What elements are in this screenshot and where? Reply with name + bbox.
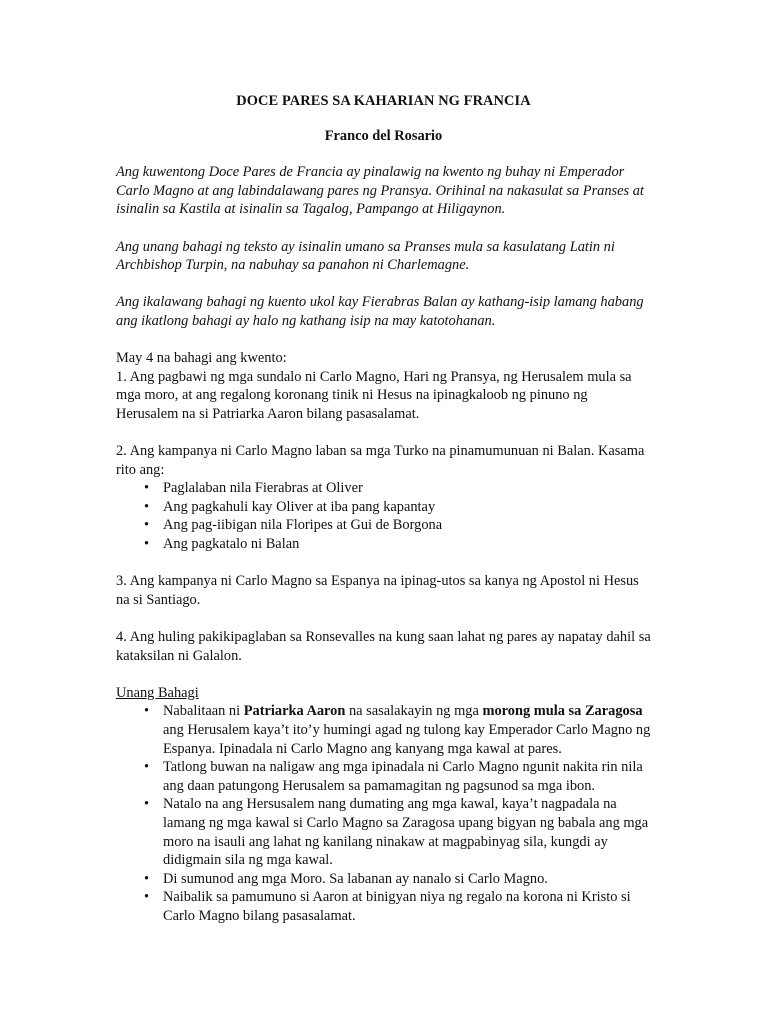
item-text: na sasalakayin ng mga (345, 703, 483, 720)
list-item: • Ang pag-iibigan nila Floripes at Gui de Borgona (163, 516, 651, 535)
intro-paragraph-3: Ang ikalawang bahagi ng kuento ukol kay Fierabras Balan ay kathang-isip lamang habang ang ikatlong bahagi ay halo ng kathang isip na may katotohanan. (116, 294, 644, 329)
list-item: • Natalo na ang Hersusalem nang dumating ang mga kawal, kaya’t nagpadala na lamang ng mga kawal si Carlo Magno sa Zaragosa upang bigyan ng babala ang mga moro na isauli ang lahat ng kanilang ninakaw at magpabinyag sila, kungdi ay didigmain sila ng mga kawal. (163, 795, 651, 869)
list-item: • Ang pagkahuli kay Oliver at iba pang kapantay (163, 498, 651, 517)
list-item: • Ang pagkatalo ni Balan (163, 535, 651, 554)
part-4-paragraph: 4. Ang huling pakikipaglaban sa Ronsevalles na kung saan lahat ng pares ay napatay dahil sa kataksilan ni Galalon. (116, 629, 651, 664)
intro-paragraph-2: Ang unang bahagi ng teksto ay isinalin umano sa Pranses mula sa kasulatang Latin ni Archbishop Turpin, na nabuhay sa panahon ni Charlemagne. (116, 238, 615, 274)
bold-text: morong mula sa Zaragosa (482, 703, 643, 720)
item-text: Nabalitaan ni (163, 703, 244, 720)
document-author: Franco del Rosario (324, 127, 443, 144)
list-item: • Paglalaban nila Fierabras at Oliver (163, 479, 651, 498)
list-item (163, 702, 651, 758)
parts-heading: May 4 na bahagi ang kwento: (116, 350, 287, 367)
section-1-list (116, 702, 651, 925)
document-title: DOCE PARES SA KAHARIAN NG FRANCIA (236, 93, 531, 109)
part-2-list (116, 479, 651, 553)
part-2-paragraph: 2. Ang kampanya ni Carlo Magno laban sa mga Turko na pinamumunuan ni Balan. Kasama rito ang: (116, 443, 645, 478)
list-item: • Tatlong buwan na naligaw ang mga ipinadala ni Carlo Magno ngunit nakita rin nila ang daan patungong Herusalem sa pamamagitan ng pagsunod sa mga ibon. (163, 758, 651, 795)
list-item: • Naibalik sa pamumuno si Aaron at binigyan niya ng regalo na korona ni Kristo si Carlo Magno bilang pasasalamat. (163, 888, 651, 925)
item-text: ang Herusalem kaya’t ito’y humingi agad ng tulong kay Emperador Carlo Magno ng Espanya. Ipinadala ni Carlo Magno ang kanyang mga kawal at pares. (163, 722, 651, 757)
list-item: • Di sumunod ang mga Moro. Sa labanan ay nanalo si Carlo Magno. (163, 870, 651, 889)
part-1-paragraph: 1. Ang pagbawi ng mga sundalo ni Carlo Magno, Hari ng Pransya, ng Herusalem mula sa mga moro, at ang regalong koronang tinik ni Hesus na ipinagkaloob ng pinuno ng Herusalem na si Patriarka Aaron bilang pasasalamat. (116, 368, 632, 422)
document-page (116, 92, 651, 926)
intro-paragraph-1: Ang kuwentong Doce Pares de Francia ay pinalawig na kwento ng buhay ni Emperador Carlo Magno at ang labindalawang pares ng Pransya. Orihinal na nakasulat sa Pranses at isinalin sa Kastila at isinalin sa Tagalog, Pampango at Hiligaynon. (116, 164, 644, 218)
bold-text: Patriarka Aaron (243, 703, 346, 720)
part-3-paragraph: 3. Ang kampanya ni Carlo Magno sa Espanya na ipinag-utos sa kanya ng Apostol ni Hesus na si Santiago. (116, 573, 639, 608)
section-heading: Unang Bahagi (116, 684, 199, 701)
